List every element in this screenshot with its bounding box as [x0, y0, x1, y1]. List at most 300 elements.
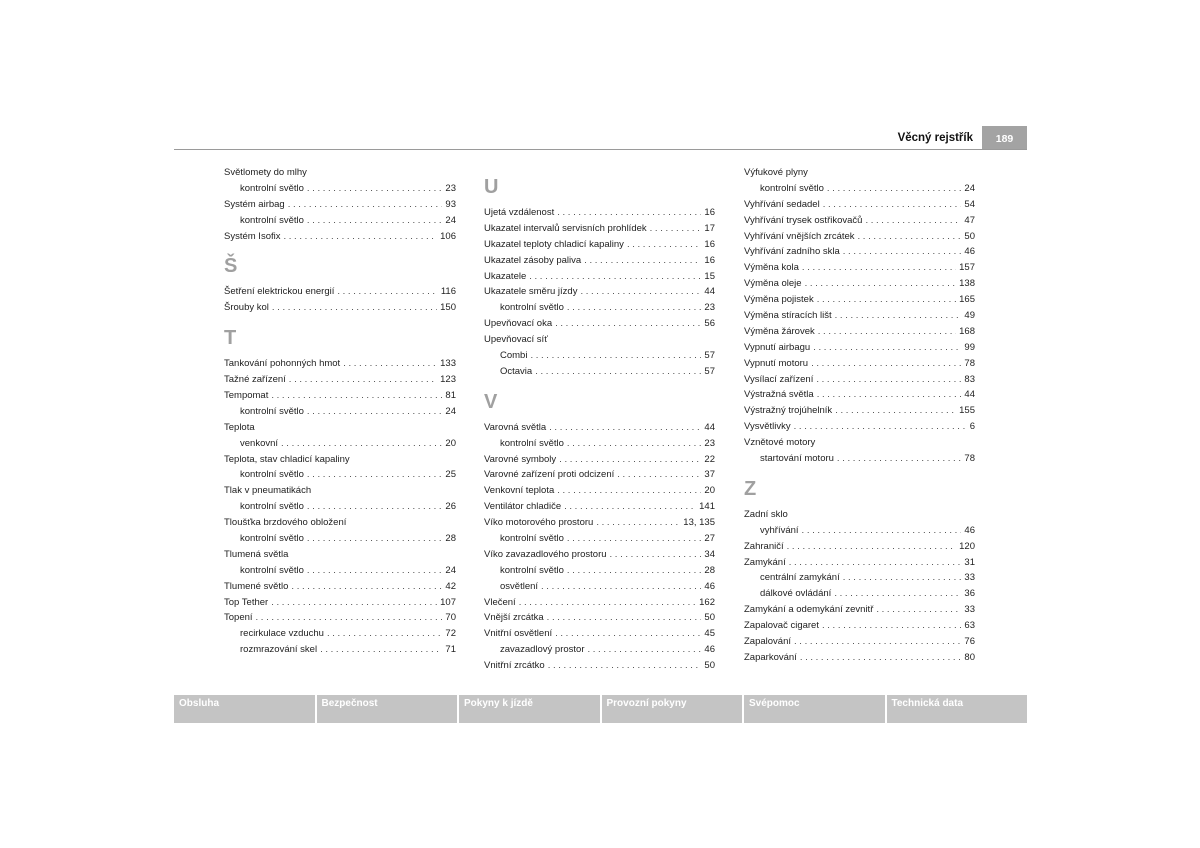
dot-leader — [843, 570, 962, 586]
index-entry — [484, 452, 715, 468]
entry-label: Tempomat — [224, 390, 269, 402]
dot-leader — [802, 523, 962, 539]
entry-page-ref[interactable]: 165 — [959, 294, 975, 306]
dot-leader — [557, 205, 701, 221]
dot-leader — [817, 292, 956, 308]
index-subentry — [224, 404, 456, 420]
entry-page-ref[interactable]: 120 — [959, 540, 975, 552]
index-entry — [484, 269, 715, 285]
entry-label: Teplota — [224, 421, 255, 433]
entry-label: Šetření elektrickou energií — [224, 286, 335, 298]
entry-label: kontrolní světlo — [240, 469, 304, 481]
dot-leader — [547, 610, 702, 626]
entry-label: venkovní — [240, 437, 279, 449]
dot-leader — [811, 356, 961, 372]
index-entry — [484, 205, 715, 221]
index-entry — [484, 658, 715, 674]
entry-page-ref[interactable]: 93 — [445, 198, 456, 210]
entry-page-ref[interactable]: 28 — [704, 564, 715, 576]
dot-leader — [834, 586, 961, 602]
section-title: Věcný rejstřík — [897, 132, 973, 144]
entry-label: Vysílací zařízení — [744, 373, 814, 385]
entry-page-ref[interactable]: 16 — [704, 207, 715, 218]
dot-leader — [835, 308, 962, 324]
index-subentry — [224, 181, 456, 197]
dot-leader — [813, 340, 961, 356]
entry-label: osvětlení — [500, 580, 539, 592]
entry-label: recirkulace vzduchu — [240, 628, 324, 640]
entry-label: Tlumené světlo — [224, 580, 289, 592]
entry-label: centrální zamykání — [760, 572, 840, 584]
entry-page-ref[interactable]: 33 — [964, 604, 975, 616]
entry-label: Ventilátor chladiče — [484, 501, 562, 513]
entry-page-ref[interactable]: 26 — [445, 501, 456, 513]
index-entry — [744, 165, 975, 181]
entry-page-ref[interactable]: 24 — [445, 405, 456, 417]
dot-leader — [307, 213, 443, 229]
entry-page-ref[interactable]: 81 — [445, 390, 456, 402]
index-entry — [224, 197, 456, 213]
index-subentry — [224, 531, 456, 547]
entry-page-ref[interactable]: 56 — [704, 318, 715, 330]
entry-page-ref[interactable]: 13, 135 — [683, 517, 715, 529]
entry-page-ref[interactable]: 33 — [964, 572, 975, 584]
entry-label: Topení — [224, 612, 253, 624]
index-column-2 — [484, 165, 715, 674]
entry-page-ref[interactable]: 150 — [440, 302, 456, 314]
dot-leader — [802, 260, 956, 276]
entry-label: Zamykání — [744, 556, 786, 568]
entry-label: vyhřívání — [760, 524, 799, 536]
entry-page-ref[interactable]: 47 — [964, 214, 975, 226]
entry-label: Varovné symboly — [484, 453, 557, 465]
entry-label: Top Tether — [224, 596, 269, 608]
dot-leader — [610, 547, 702, 563]
entry-label: kontrolní světlo — [240, 214, 304, 226]
entry-label: zavazadlový prostor — [500, 644, 585, 656]
dot-leader — [284, 229, 438, 245]
dot-leader — [343, 356, 437, 372]
dot-leader — [291, 579, 442, 595]
dot-leader — [535, 364, 701, 380]
index-entry — [744, 419, 975, 435]
entry-page-ref[interactable]: 138 — [959, 278, 975, 290]
dot-leader — [800, 650, 962, 666]
entry-label: Výměna kola — [744, 262, 799, 274]
entry-label: Zahraničí — [744, 540, 784, 552]
entry-page-ref[interactable]: 23 — [445, 182, 456, 194]
dot-leader — [555, 626, 701, 642]
dot-leader — [256, 610, 443, 626]
dot-leader — [584, 253, 701, 269]
entry-label: Vnější zrcátka — [484, 612, 544, 624]
entry-page-ref[interactable]: 16 — [704, 254, 715, 266]
index-subentry — [224, 436, 456, 452]
entry-page-ref[interactable]: 106 — [440, 230, 456, 242]
dot-leader — [307, 467, 443, 483]
entry-page-ref[interactable]: 133 — [440, 358, 456, 370]
dot-leader — [835, 403, 956, 419]
dot-leader — [596, 515, 680, 531]
entry-label: Tloušťka brzdového obložení — [224, 517, 347, 529]
index-entry — [224, 388, 456, 404]
index-entry — [224, 356, 456, 372]
entry-label: Ukazatel teploty chladicí kapaliny — [484, 238, 624, 250]
dot-leader — [555, 316, 701, 332]
index-subentry — [484, 563, 715, 579]
index-entry — [484, 467, 715, 483]
index-entry — [744, 340, 975, 356]
dot-leader — [587, 642, 701, 658]
index-entry — [224, 420, 456, 436]
index-entry — [224, 452, 456, 468]
dot-leader — [787, 539, 957, 555]
entry-page-ref[interactable]: 37 — [704, 469, 715, 481]
dot-leader — [271, 595, 437, 611]
entry-page-ref[interactable]: 17 — [704, 222, 715, 234]
entry-label: Výstražný trojúhelník — [744, 405, 833, 417]
entry-page-ref[interactable]: 54 — [964, 198, 975, 210]
entry-page-ref[interactable]: 44 — [704, 286, 715, 298]
index-entry — [484, 595, 715, 611]
entry-label: dálkové ovládání — [760, 588, 832, 600]
entry-label: Combi — [500, 350, 528, 362]
entry-label: Vypnutí airbagu — [744, 341, 811, 353]
entry-label: kontrolní světlo — [760, 182, 824, 194]
index-entry — [744, 260, 975, 276]
dot-leader — [567, 531, 702, 547]
index-letter-heading: Z — [744, 477, 757, 500]
index-entry — [484, 316, 715, 332]
dot-leader — [307, 563, 443, 579]
entry-page-ref[interactable]: 24 — [445, 214, 456, 226]
dot-leader — [789, 555, 962, 571]
entry-label: kontrolní světlo — [240, 405, 304, 417]
index-entry — [484, 332, 715, 348]
entry-label: kontrolní světlo — [500, 302, 564, 314]
entry-label: Venkovní teplota — [484, 485, 555, 497]
entry-page-ref[interactable]: 57 — [704, 350, 715, 362]
entry-label: Vyhřívání sedadel — [744, 198, 820, 210]
dot-leader — [519, 595, 696, 611]
entry-label: Ujetá vzdálenost — [484, 207, 555, 218]
dot-leader — [816, 372, 961, 388]
page-number: 189 — [982, 126, 1027, 149]
index-entry — [744, 213, 975, 229]
entry-label: Tažné zařízení — [224, 374, 286, 386]
entry-label: kontrolní světlo — [500, 533, 564, 545]
entry-page-ref[interactable]: 44 — [964, 389, 975, 401]
index-entry — [744, 324, 975, 340]
page-header — [174, 126, 1027, 150]
dot-leader — [843, 244, 962, 260]
entry-label: Víko zavazadlového prostoru — [484, 548, 607, 560]
entry-page-ref[interactable]: 78 — [964, 357, 975, 369]
dot-leader — [564, 499, 696, 515]
index-entry — [744, 276, 975, 292]
index-entry — [224, 165, 456, 181]
index-entry — [744, 435, 975, 451]
entry-page-ref[interactable]: 49 — [964, 310, 975, 322]
entry-label: Výměna stíracích lišt — [744, 310, 832, 322]
entry-label: Vyhřívání zadního skla — [744, 246, 840, 258]
dot-leader — [650, 221, 702, 237]
entry-label: Ukazatele směru jízdy — [484, 286, 578, 298]
index-entry — [484, 483, 715, 499]
entry-page-ref[interactable]: 107 — [440, 596, 456, 608]
entry-label: Vyhřívání vnějších zrcátek — [744, 230, 855, 242]
entry-page-ref[interactable]: 31 — [964, 556, 975, 568]
index-entry — [484, 610, 715, 626]
entry-label: Vysvětlivky — [744, 421, 791, 433]
index-entry — [224, 547, 456, 563]
index-entry — [744, 292, 975, 308]
entry-page-ref[interactable]: 50 — [704, 612, 715, 624]
index-entry — [744, 403, 975, 419]
entry-page-ref[interactable]: 78 — [964, 453, 975, 465]
entry-page-ref[interactable]: 6 — [969, 421, 975, 433]
index-entry — [744, 308, 975, 324]
entry-page-ref[interactable]: 15 — [704, 270, 715, 282]
dot-leader — [617, 467, 701, 483]
index-entry — [484, 547, 715, 563]
entry-page-ref[interactable]: 50 — [964, 230, 975, 242]
index-entry — [484, 284, 715, 300]
entry-label: Zamykání a odemykání zevnitř — [744, 604, 874, 616]
entry-label: Varovné zařízení proti odcizení — [484, 469, 615, 481]
index-entry — [744, 229, 975, 245]
index-subentry — [224, 563, 456, 579]
entry-label: Vnitřní osvětlení — [484, 628, 553, 640]
index-entry — [224, 515, 456, 531]
entry-page-ref[interactable]: 24 — [445, 564, 456, 576]
entry-page-ref[interactable]: 20 — [445, 437, 456, 449]
index-subentry — [224, 467, 456, 483]
dot-leader — [837, 451, 962, 467]
entry-page-ref[interactable]: 80 — [964, 651, 975, 663]
index-subentry — [484, 579, 715, 595]
entry-label: Ukazatel intervalů servisních prohlídek — [484, 222, 647, 234]
index-column-3 — [744, 165, 975, 666]
dot-leader — [822, 618, 961, 634]
entry-label: Upevňovací síť — [484, 334, 548, 346]
nav-tab-pokyny-k-jizde[interactable]: Pokyny k jízdě — [459, 695, 600, 723]
dot-leader — [307, 181, 443, 197]
index-subentry — [744, 570, 975, 586]
entry-page-ref[interactable]: 46 — [964, 524, 975, 536]
entry-label: rozmrazování skel — [240, 644, 318, 656]
dot-leader — [549, 420, 701, 436]
entry-label: Výfukové plyny — [744, 167, 808, 178]
index-letter-heading: U — [484, 176, 499, 198]
entry-label: Systém Isofix — [224, 230, 281, 242]
dot-leader — [289, 372, 437, 388]
entry-label: Varovná světla — [484, 421, 547, 433]
index-entry — [744, 618, 975, 634]
dot-leader — [580, 284, 701, 300]
dot-leader — [858, 229, 962, 245]
entry-page-ref[interactable]: 22 — [704, 453, 715, 465]
dot-leader — [307, 531, 443, 547]
entry-page-ref[interactable]: 45 — [704, 628, 715, 640]
dot-leader — [567, 300, 702, 316]
entry-page-ref[interactable]: 25 — [445, 469, 456, 481]
index-entry — [744, 634, 975, 650]
entry-label: Výměna žárovek — [744, 325, 815, 337]
entry-label: Vypnutí motoru — [744, 357, 809, 369]
dot-leader — [876, 602, 961, 618]
index-entry — [224, 610, 456, 626]
dot-leader — [307, 404, 443, 420]
entry-page-ref[interactable]: 28 — [445, 533, 456, 545]
index-entry — [484, 515, 715, 531]
entry-page-ref[interactable]: 155 — [959, 405, 975, 417]
entry-label: Tlak v pneumatikách — [224, 485, 312, 497]
dot-leader — [794, 419, 967, 435]
index-subentry — [484, 642, 715, 658]
dot-leader — [548, 658, 702, 674]
chapter-nav — [174, 695, 1027, 723]
entry-page-ref[interactable]: 34 — [704, 548, 715, 560]
entry-page-ref[interactable]: 72 — [445, 628, 456, 640]
entry-page-ref[interactable]: 46 — [964, 246, 975, 258]
dot-leader — [288, 197, 443, 213]
index-subentry — [484, 300, 715, 316]
entry-label: Tlumená světla — [224, 548, 289, 560]
index-subentry — [224, 213, 456, 229]
index-subentry — [224, 499, 456, 515]
entry-label: Systém airbag — [224, 198, 285, 210]
dot-leader — [272, 300, 437, 316]
index-entry — [484, 499, 715, 515]
entry-label: Šrouby kol — [224, 302, 269, 314]
index-entry — [744, 372, 975, 388]
entry-label: Octavia — [500, 365, 533, 377]
dot-leader — [271, 388, 442, 404]
dot-leader — [529, 269, 701, 285]
entry-label: kontrolní světlo — [240, 564, 304, 576]
entry-page-ref[interactable]: 44 — [704, 421, 715, 433]
index-entry — [484, 237, 715, 253]
entry-page-ref[interactable]: 63 — [964, 620, 975, 632]
entry-page-ref[interactable]: 57 — [704, 365, 715, 377]
entry-page-ref[interactable]: 42 — [445, 580, 456, 592]
entry-label: kontrolní světlo — [240, 182, 304, 194]
nav-tab-svepomoc[interactable]: Svépomoc — [744, 695, 885, 723]
index-entry — [744, 244, 975, 260]
dot-leader — [567, 436, 702, 452]
entry-label: Teplota, stav chladicí kapaliny — [224, 453, 350, 465]
index-entry — [484, 221, 715, 237]
entry-label: Světlomety do mlhy — [224, 167, 307, 178]
dot-leader — [320, 642, 442, 658]
index-entry — [744, 539, 975, 555]
entry-page-ref[interactable]: 23 — [704, 437, 715, 449]
entry-page-ref[interactable]: 162 — [699, 596, 715, 608]
entry-label: Zaparkování — [744, 651, 797, 663]
entry-label: Ukazatele — [484, 270, 527, 282]
entry-page-ref[interactable]: 116 — [440, 286, 456, 298]
entry-page-ref[interactable]: 27 — [704, 533, 715, 545]
index-letter-heading: Š — [224, 255, 238, 278]
index-entry — [744, 197, 975, 213]
index-entry — [224, 595, 456, 611]
index-subentry — [744, 451, 975, 467]
entry-page-ref[interactable]: 23 — [704, 302, 715, 314]
entry-page-ref[interactable]: 16 — [704, 238, 715, 250]
index-subentry — [484, 436, 715, 452]
entry-label: Zapalovač cigaret — [744, 620, 819, 632]
entry-label: kontrolní světlo — [500, 437, 564, 449]
entry-page-ref[interactable]: 123 — [440, 374, 456, 386]
index-subentry — [224, 642, 456, 658]
dot-leader — [827, 181, 962, 197]
index-subentry — [484, 364, 715, 380]
entry-page-ref[interactable]: 70 — [445, 612, 456, 624]
dot-leader — [805, 276, 957, 292]
dot-leader — [794, 634, 961, 650]
dot-leader — [817, 387, 962, 403]
index-subentry — [224, 626, 456, 642]
nav-tab-bezpecnost[interactable]: Bezpečnost — [317, 695, 458, 723]
nav-tab-obsluha[interactable]: Obsluha — [174, 695, 315, 723]
dot-leader — [627, 237, 701, 253]
index-subentry — [484, 531, 715, 547]
entry-page-ref[interactable]: 36 — [964, 588, 975, 600]
dot-leader — [559, 452, 701, 468]
entry-page-ref[interactable]: 46 — [704, 580, 715, 592]
entry-label: Zadní sklo — [744, 508, 788, 520]
index-entry — [224, 300, 456, 316]
entry-page-ref[interactable]: 71 — [445, 644, 456, 656]
entry-label: kontrolní světlo — [500, 564, 564, 576]
entry-label: Vnitřní zrcátko — [484, 660, 545, 672]
dot-leader — [530, 348, 701, 364]
entry-page-ref[interactable]: 157 — [959, 262, 975, 274]
index-subentry — [744, 586, 975, 602]
entry-page-ref[interactable]: 83 — [964, 373, 975, 385]
index-entry — [484, 253, 715, 269]
index-subentry — [484, 348, 715, 364]
entry-page-ref[interactable]: 168 — [959, 325, 975, 337]
index-entry — [744, 650, 975, 666]
index-entry — [744, 387, 975, 403]
entry-label: Vznětové motory — [744, 437, 816, 449]
index-subentry — [744, 523, 975, 539]
index-entry — [484, 626, 715, 642]
dot-leader — [557, 483, 701, 499]
entry-page-ref[interactable]: 141 — [699, 501, 715, 513]
nav-tab-provozni-pokyny[interactable]: Provozní pokyny — [602, 695, 743, 723]
entry-page-ref[interactable]: 76 — [964, 636, 975, 648]
dot-leader — [541, 579, 701, 595]
entry-label: Výměna pojistek — [744, 294, 814, 306]
index-entry — [224, 372, 456, 388]
entry-label: startování motoru — [760, 453, 834, 465]
dot-leader — [327, 626, 442, 642]
entry-page-ref[interactable]: 50 — [704, 660, 715, 672]
index-entry — [744, 602, 975, 618]
nav-tab-technicka-data[interactable]: Technická data — [887, 695, 1028, 723]
entry-page-ref[interactable]: 46 — [704, 644, 715, 656]
entry-page-ref[interactable]: 99 — [964, 341, 975, 353]
entry-page-ref[interactable]: 24 — [964, 182, 975, 194]
index-entry — [744, 356, 975, 372]
entry-label: Ukazatel zásoby paliva — [484, 254, 582, 266]
index-entry — [224, 229, 456, 245]
entry-page-ref[interactable]: 20 — [704, 485, 715, 497]
index-subentry — [744, 181, 975, 197]
